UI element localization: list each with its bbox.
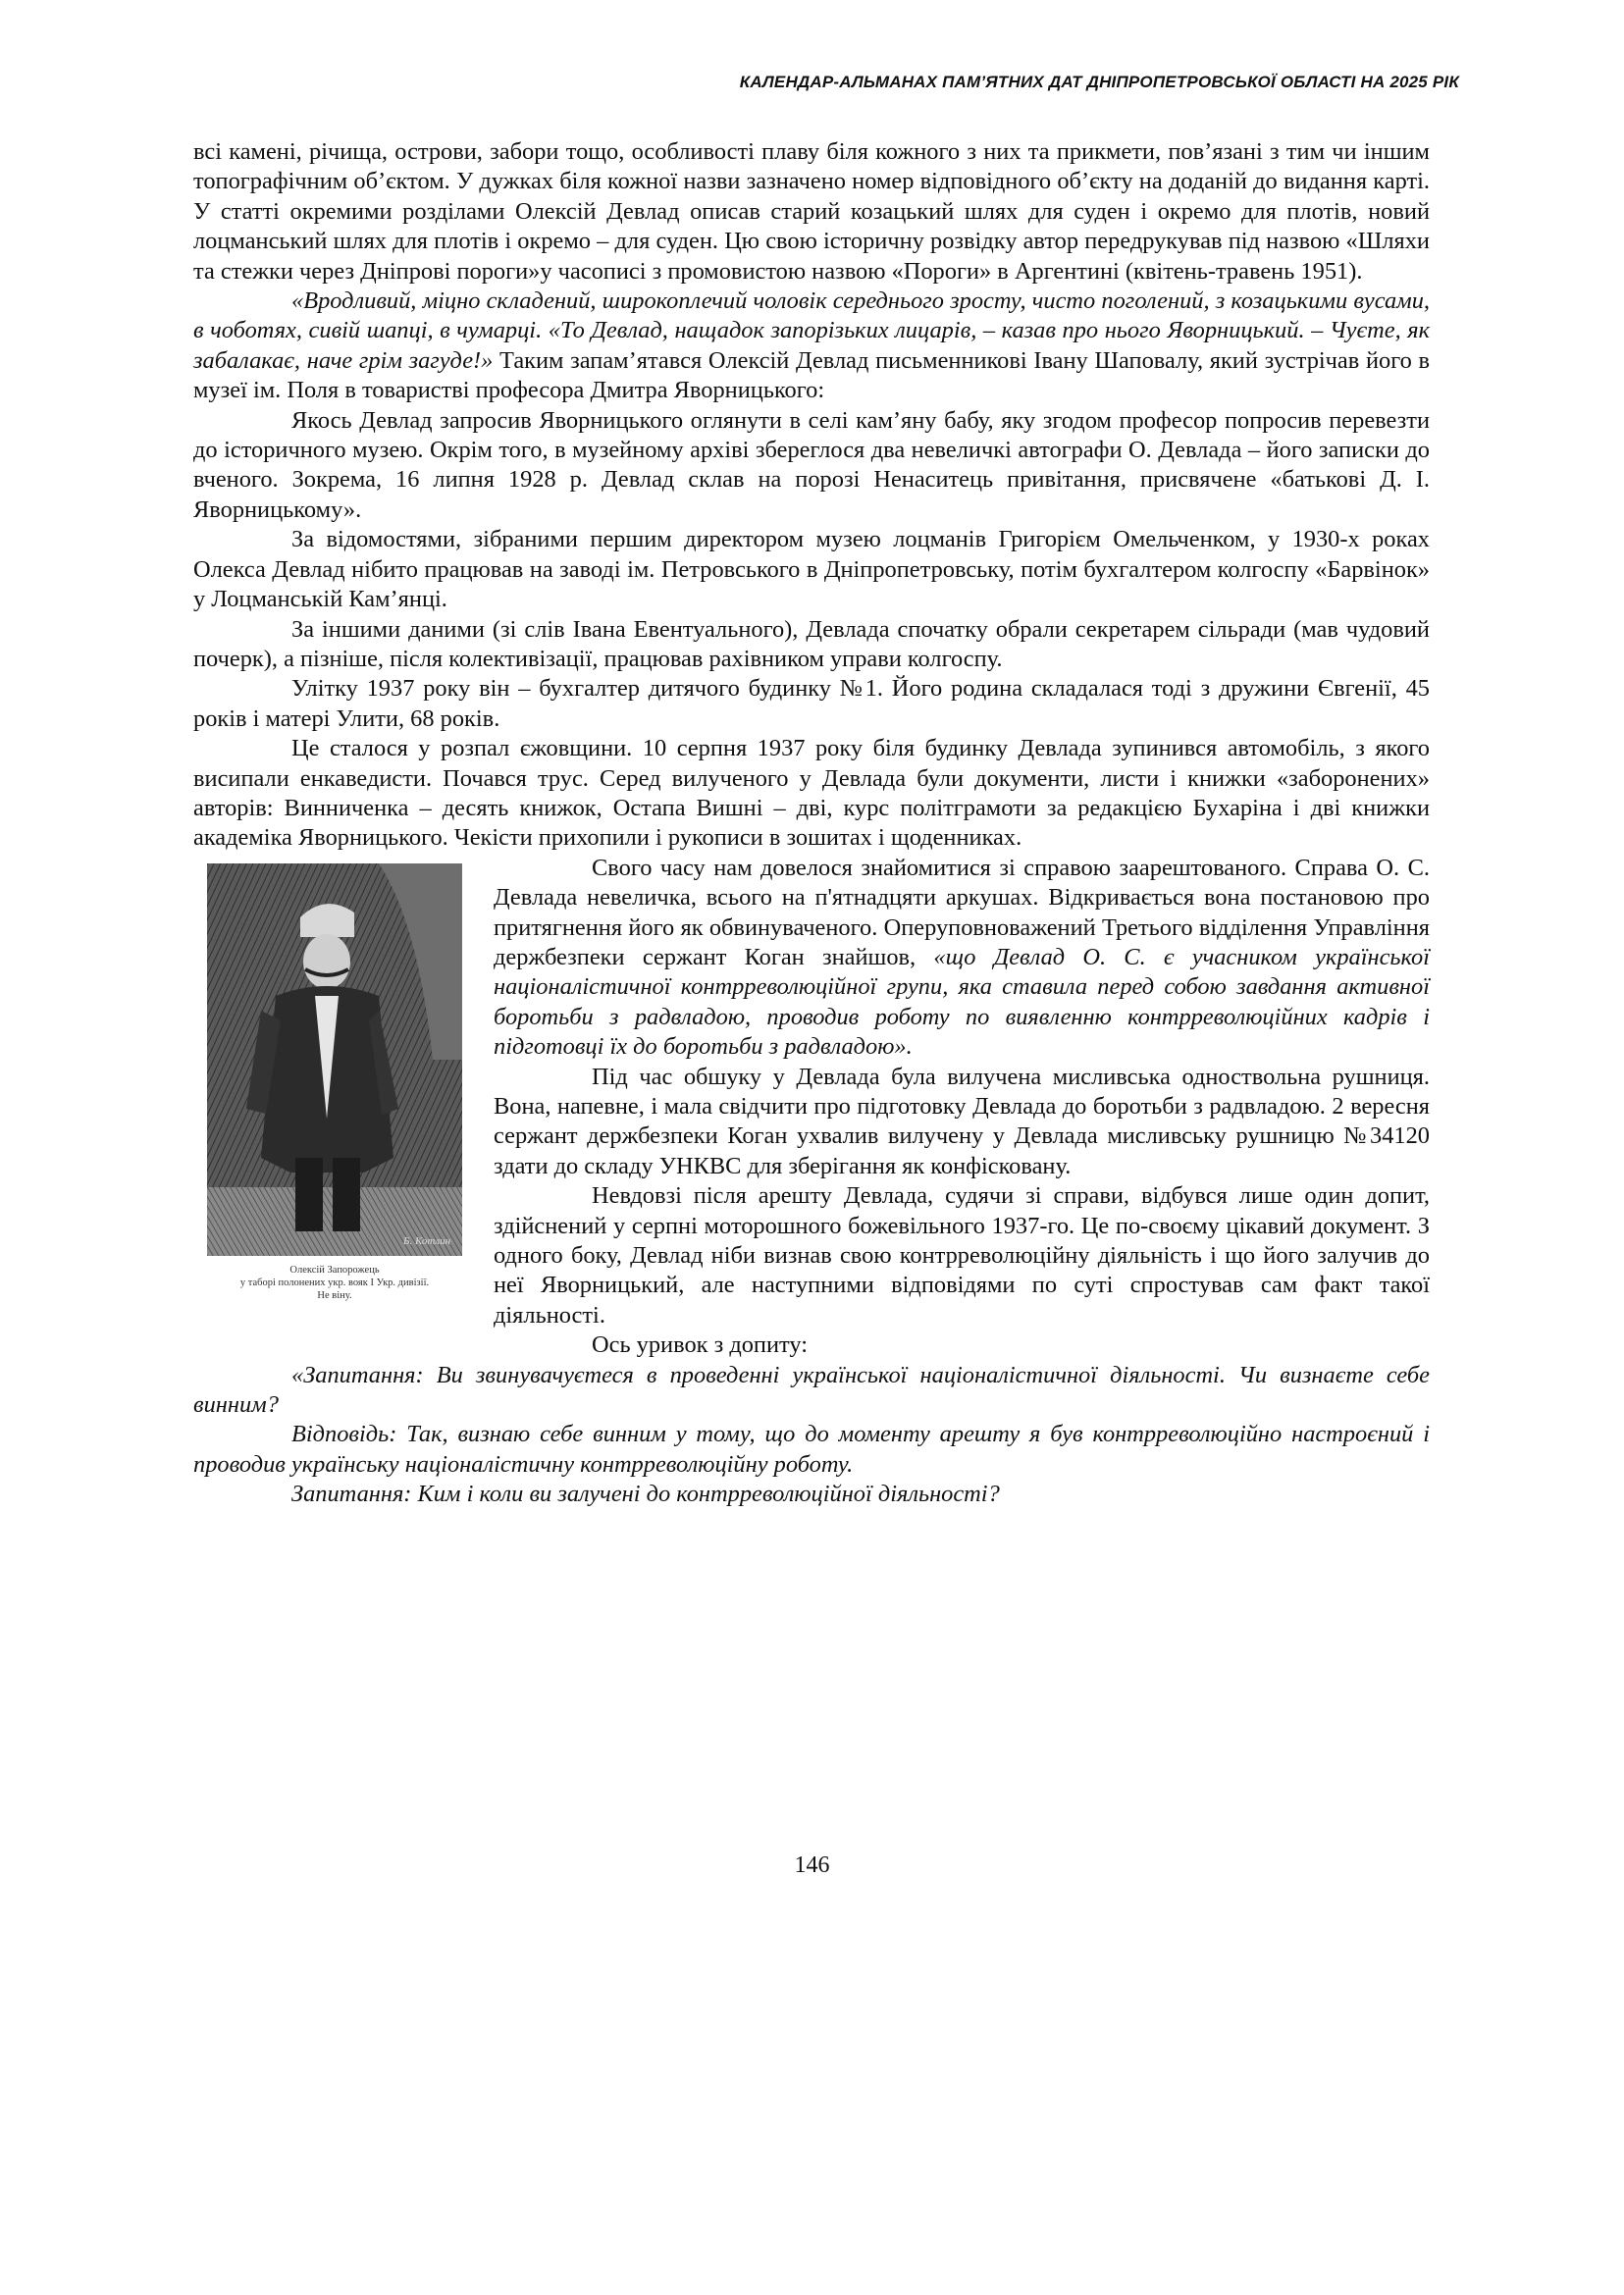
- paragraph: Улітку 1937 року він – бухгалтер дитячого будинку №1. Його родина складалася тоді з дружини Євгенії, 45 років і матері Улити, 68 років.: [193, 675, 1430, 732]
- interrogation-quote: Запитання: Ким і коли ви залучені до контрреволюційної діяльності?: [291, 1481, 1000, 1508]
- paragraph: За іншими даними (зі слів Івана Евентуального), Девлада спочатку обрали секретарем сільради (мав чудовий почерк), а пізніше, після колективізації, працював рахівником управи колгоспу.: [193, 615, 1430, 672]
- paragraph: Ось уривок з допиту:: [592, 1331, 809, 1359]
- portrait-image: [207, 863, 462, 1256]
- page-number: 146: [794, 1852, 830, 1878]
- paragraph: всі камені, річища, острови, забори тощо, особливості плаву біля кожного з них та прикмети, пов’язані з тим чи іншим топографічним об’єктом. У дужках біля кожної назви зазначено номер відповідного об’єкту на доданій до видання карті. У статті окремими розділами Олексій Девлад описав старий козацький шлях для суден і окремо для плотів, новий лоцманський шлях для плотів і окремо – для суден. Цю свою історичну розвідку автор передрукував під назвою «Шляхи та стежки через Дніпрові пороги»у часописі з промовистою назвою «Пороги» в Аргентині (квітень-травень 1951).: [193, 138, 1430, 285]
- interrogation-quote: «Запитання: Ви звинувачуєтеся в проведенні української націоналістичної діяльності. Чи визнаєте себе винним?: [193, 1361, 1430, 1419]
- portrait-signature: Б. Котлин: [403, 1234, 451, 1247]
- portrait-caption: [207, 1264, 462, 1302]
- paragraph: [193, 287, 1430, 406]
- caption-line: Олексій Запорожець: [289, 1264, 380, 1276]
- portrait-drawing: [207, 863, 462, 1256]
- interrogation-quote: Відповідь: Так, визнаю себе винним у тому, що до моменту арешту я був контрреволюційно настроєний і проводив українську націоналістичну контрреволюційну роботу.: [193, 1421, 1430, 1478]
- caption-line: у таборі полонених укр. вояк І Укр. дивізії.: [239, 1277, 430, 1288]
- paragraph: За відомостями, зібраними першим директором музею лоцманів Григорієм Омельченком, у 1930-х роках Олекса Девлад нібито працював на заводі ім. Петровського в Дніпропетровську, потім бухгалтером колгоспу «Барвінок» у Лоцманській Кам’янці.: [193, 526, 1430, 613]
- paragraph-text: Таким запам’ятався Олексій Девлад письменникові Івану Шаповалу, який зустрічав його в музеї ім. Поля в товаристві професора Дмитра Яворницького:: [193, 346, 1430, 404]
- article-body: [193, 137, 1430, 1510]
- paragraph: Це сталося у розпал єжовщини. 10 серпня 1937 року біля будинку Девлада зупинився автомобіль, з якого висипали енкаведисти. Почався трус. Серед вилученого у Девлада були документи, листи і книжки «заборонених» авторів: Винниченка – десять книжок, Остапа Вишні – дві, курс політграмоти за редакцією Бухаріна і дві книжки академіка Яворницького. Чекісти прихопили і рукописи в зошитах і щоденниках.: [193, 735, 1430, 852]
- running-header: КАЛЕНДАР-АЛЬМАНАХ ПАМ’ЯТНИХ ДАТ ДНІПРОПЕТРОВСЬКОЇ ОБЛАСТІ НА 2025 РІК: [739, 73, 1459, 91]
- quote-text: «Вродливий, міцно складений, широкоплечий чоловік середнього зросту, чисто поголений, з козацькими вусами, в чоботях, сивій шапці, в чумарці. «То Девлад, нащадок запорізьких лицарів, – казав про нього Яворницький. – Чуєте, як забалакає, наче грім загуде!»: [193, 287, 1430, 374]
- paragraph: Невдовзі після арешту Девлада, судячи зі справи, відбувся лише один допит, здійснений у серпні моторошного божевільного 1937-го. Це по-своєму цікавий документ. З одного боку, Девлад ніби визнав свою контрреволюційну діяльність і що його залучив до неї Яворницький, але наступними відповідями по суті спростував сам факт такої діяльності.: [494, 1182, 1430, 1329]
- paragraph-text: Свого часу нам довелося знайомитися зі справою заарештованого. Справа О. С. Девлада невеличка, всього на п'ятнадцяти аркушах. Відкривається вона постановою про притягнення його як обвинуваченого. Оперуповноважений Третього відділення Управління держбезпеки сержант Коган знайшов,: [494, 854, 1430, 970]
- quote-text: «що Девлад О. С. є учасником української націоналістичної контрреволюційної групи, яка ставила перед собою завдання активної боротьби з радвладою, проводив роботу по виявленню контрреволюційних кадрів і підготовці їх до боротьби з радвладою».: [494, 943, 1430, 1061]
- paragraph: Під час обшуку у Девлада була вилучена мисливська одноствольна рушниця. Вона, напевне, і мала свідчити про підготовку Девлада до боротьби з радвладою. 2 вересня сержант держбезпеки Коган ухвалив вилучену у Девлада мисливську рушницю №34120 здати до складу УНКВС для зберігання як конфісковану.: [494, 1063, 1430, 1179]
- caption-line: Не віну.: [317, 1289, 352, 1301]
- portrait-figure: [207, 854, 472, 1346]
- paragraph: Якось Девлад запросив Яворницького оглянути в селі кам’яну бабу, яку згодом професор попросив перевезти до історичного музею. Окрім того, в музейному архіві збереглося два невеличкі автографи О. Девлада – його записки до вченого. Зокрема, 16 липня 1928 р. Девлад склав на порозі Ненаситець привітання, присвячене «батькові Д. І. Яворницькому».: [193, 406, 1430, 523]
